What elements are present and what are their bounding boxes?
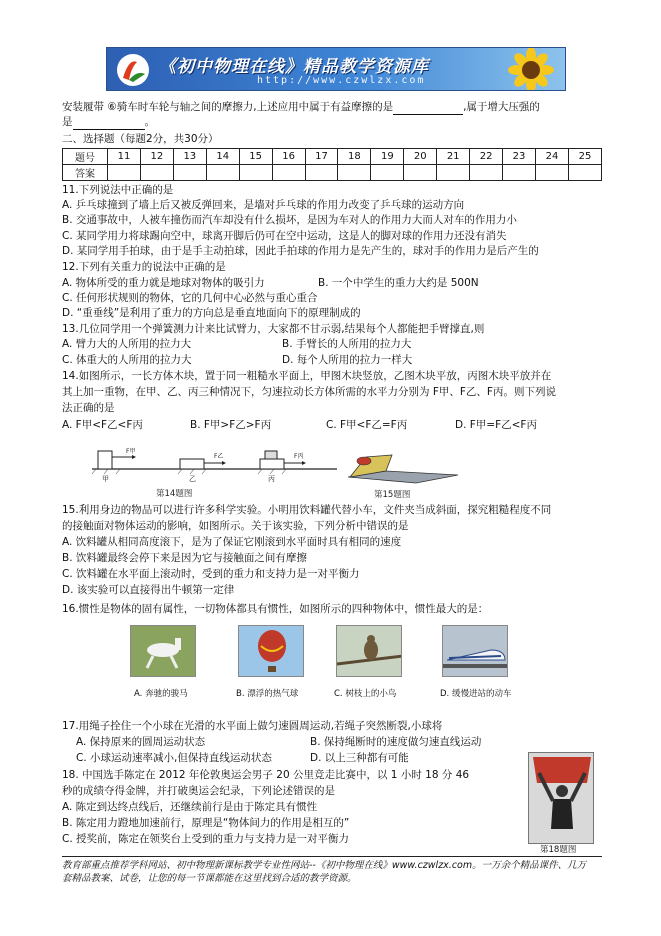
q16-option-a: A. 奔驰的骏马	[134, 689, 188, 699]
banner-title: 《初中物理在线》精品教学资源库	[159, 57, 429, 77]
table-cell: 13	[173, 149, 206, 165]
q11-option-c: C. 某同学用力将球踢向空中，球离开脚后仍可在空中运动，这是人的脚对球的作用力还没有消失	[62, 230, 507, 242]
q15-option-c: C. 饮料罐在水平面上滚动时，受到的重力和支持力是一对平衡力	[62, 568, 360, 580]
table-cell: 24	[535, 149, 568, 165]
q11-stem: 11.下列说法中正确的是	[62, 184, 174, 196]
answer-blank[interactable]	[393, 103, 463, 115]
table-cell: 23	[503, 149, 536, 165]
q12-option-d: D. “重垂线”是利用了重力的方向总是垂直地面向下的原理制成的	[62, 307, 361, 319]
q12-option-c: C. 任何形状规则的物体，它的几何中心必然与重心重合	[62, 292, 318, 304]
q14-option-b: B. F甲>F乙>F丙	[190, 419, 272, 431]
figure-label: 甲	[102, 475, 109, 483]
figure-15-caption: 第15题图	[374, 490, 411, 500]
q16-option-c: C. 树枝上的小鸟	[334, 689, 397, 699]
answer-cell[interactable]	[568, 165, 601, 181]
figure-label: 乙	[189, 475, 196, 483]
force-label: F甲	[126, 448, 136, 455]
q15-option-d: D. 该实验可以直接得出牛顿第一定律	[62, 584, 235, 596]
figure-18-caption: 第18题图	[540, 845, 577, 855]
table-cell: 21	[437, 149, 470, 165]
horse-image	[130, 625, 196, 677]
q13-option-d: D. 每个人所用的拉力一样大	[282, 354, 413, 366]
answer-cell[interactable]	[305, 165, 338, 181]
answer-cell[interactable]	[371, 165, 404, 181]
site-logo-icon	[115, 52, 151, 88]
force-label: F乙	[214, 453, 224, 460]
figure-14-caption: 第14题图	[156, 489, 193, 498]
answer-cell[interactable]	[108, 165, 141, 181]
banner-url: http://www.czwlzx.com	[257, 75, 426, 86]
intro-line-2: 是 。	[62, 116, 155, 128]
q18-option-a: A. 陈定到达终点线后，还继续前行是由于陈定具有惯性	[62, 801, 318, 813]
answer-cell[interactable]	[239, 165, 272, 181]
answer-cell[interactable]	[140, 165, 173, 181]
q14-option-d: D. F甲=F乙<F丙	[455, 419, 537, 431]
answer-blank[interactable]	[73, 118, 145, 130]
table-cell: 20	[404, 149, 437, 165]
table-cell: 16	[272, 149, 305, 165]
answer-cell[interactable]	[404, 165, 437, 181]
intro-line-1: 安装履带 ⑥骑车时车轮与轴之间的摩擦力,上述应用中属于有益摩擦的是 ,属于增大压强的	[62, 101, 540, 113]
q17-option-a: A. 保持原来的圆周运动状态	[76, 736, 206, 748]
table-header-cell: 题号	[63, 149, 108, 165]
table-row	[63, 165, 602, 181]
footer-line-2: 套精品教案、试卷，让您的每一节课都能在这里找到合适的教学资源。	[62, 873, 357, 884]
table-cell: 19	[371, 149, 404, 165]
q18-stem-1: 18. 中国选手陈定在 2012 年伦敦奥运会男子 20 公里竞走比赛中，以 1 小时 18 分 46	[62, 769, 470, 781]
q14-stem-3: 法正确的是	[62, 402, 115, 414]
q15-option-b: B. 饮料罐最终会停下来是因为它与接触面之间有摩擦	[62, 552, 307, 564]
q16-option-d: D. 缓慢进站的动车	[440, 689, 512, 699]
q15-option-a: A. 饮料罐从相同高度滚下，是为了保证它刚滚到水平面时具有相同的速度	[62, 536, 402, 548]
q17-option-b: B. 保持绳断时的速度做匀速直线运动	[310, 736, 482, 748]
q13-option-a: A. 臂力大的人所用的拉力大	[62, 338, 192, 350]
q16-pictures	[122, 625, 552, 710]
athlete-image	[528, 752, 594, 844]
answer-cell[interactable]	[272, 165, 305, 181]
footer-line-1: 教育部重点推荐学科网站、初中物理新课标教学专业性网站--《初中物理在线》www.czwlzx.com。一万余个精品课件、几万	[62, 860, 587, 871]
balloon-image	[238, 625, 304, 677]
section-title: 二、选择题（每题2分，共30分）	[62, 133, 219, 145]
q13-stem: 13.几位同学用一个弹簧测力计来比试臂力，大家都不甘示弱,结果每个人都能把手臂撑直,则	[62, 323, 485, 335]
figure-15-ramp	[346, 447, 460, 502]
figure-14-blocks	[92, 443, 337, 498]
answer-cell[interactable]	[173, 165, 206, 181]
table-cell: 11	[108, 149, 141, 165]
force-label: F丙	[294, 453, 304, 460]
table-row	[63, 149, 602, 165]
q13-option-c: C. 体重大的人所用的拉力大	[62, 354, 192, 366]
train-image	[442, 625, 508, 677]
q14-option-a: A. F甲<F乙<F丙	[62, 419, 143, 431]
q11-option-d: D. 某同学用手拍球，由于是手主动拍球，因此手拍球的作用力是先产生的，球对手的作用力是后产生的	[62, 245, 539, 257]
header-banner	[106, 47, 566, 91]
q15-stem-1: 15.利用身边的物品可以进行许多科学实验。小明用饮料罐代替小车，文件夹当成斜面，探究粗糙程度不同	[62, 504, 552, 516]
table-cell: 12	[140, 149, 173, 165]
table-header-cell: 答案	[63, 165, 108, 181]
q15-stem-2: 的接触面对物体运动的影响，如图所示。关于该实验，下列分析中错误的是	[62, 520, 409, 532]
q18-option-b: B. 陈定用力蹬地加速前行，原理是“物体间力的作用是相互的”	[62, 817, 350, 829]
sunflower-icon	[501, 48, 561, 91]
table-cell: 15	[239, 149, 272, 165]
table-cell: 18	[338, 149, 371, 165]
q12-stem: 12.下列有关重力的说法中正确的是	[62, 261, 226, 273]
table-cell: 25	[568, 149, 601, 165]
figure-label: 丙	[268, 475, 275, 483]
q17-option-c: C. 小球运动速率减小,但保持直线运动状态	[76, 752, 272, 764]
q12-option-a: A. 物体所受的重力就是地球对物体的吸引力	[62, 277, 265, 289]
answer-cell[interactable]	[338, 165, 371, 181]
q11-option-b: B. 交通事故中，人被车撞伤而汽车却没有什么损坏，是因为车对人的作用力大而人对车的作用力小	[62, 214, 517, 226]
table-cell: 14	[206, 149, 239, 165]
q17-option-d: D. 以上三种都有可能	[310, 752, 409, 764]
table-cell: 17	[305, 149, 338, 165]
footer	[62, 856, 602, 885]
table-cell: 22	[470, 149, 503, 165]
q18-option-c: C. 授奖前，陈定在领奖台上受到的重力与支持力是一对平衡力	[62, 833, 350, 845]
q18-stem-2: 秒的成绩夺得金牌，并打破奥运会纪录，下列论述错误的是	[62, 785, 335, 797]
answer-cell[interactable]	[470, 165, 503, 181]
q12-option-b: B. 一个中学生的重力大约是 500N	[318, 277, 479, 289]
q14-option-c: C. F甲<F乙=F丙	[326, 419, 408, 431]
q16-stem: 16.惯性是物体的固有属性，一切物体都具有惯性，如图所示的四种物体中，惯性最大的是：	[62, 603, 489, 615]
answer-cell[interactable]	[535, 165, 568, 181]
answer-table	[62, 148, 602, 181]
q14-stem-1: 14.如图所示，一长方体木块，置于同一粗糙水平面上，甲图木块竖放，乙图木块平放，丙图木块平放并在	[62, 370, 552, 382]
q11-option-a: A. 乒乓球撞到了墙上后又被反弹回来，是墙对乒乓球的作用力改变了乒乓球的运动方向	[62, 199, 465, 211]
q17-stem: 17.用绳子拴住一个小球在光滑的水平面上做匀速圆周运动,若绳子突然断裂,小球将	[62, 720, 443, 732]
q16-option-b: B. 漂浮的热气球	[236, 689, 299, 699]
answer-cell[interactable]	[503, 165, 536, 181]
bird-image	[336, 625, 402, 677]
q14-stem-2: 其上加一重物，在甲、乙、丙三种情况下，匀速拉动长方体所需的水平力分别为 F甲、F乙、F丙。则下列说	[62, 386, 556, 398]
answer-cell[interactable]	[437, 165, 470, 181]
answer-cell[interactable]	[206, 165, 239, 181]
q13-option-b: B. 手臂长的人所用的拉力大	[282, 338, 412, 350]
